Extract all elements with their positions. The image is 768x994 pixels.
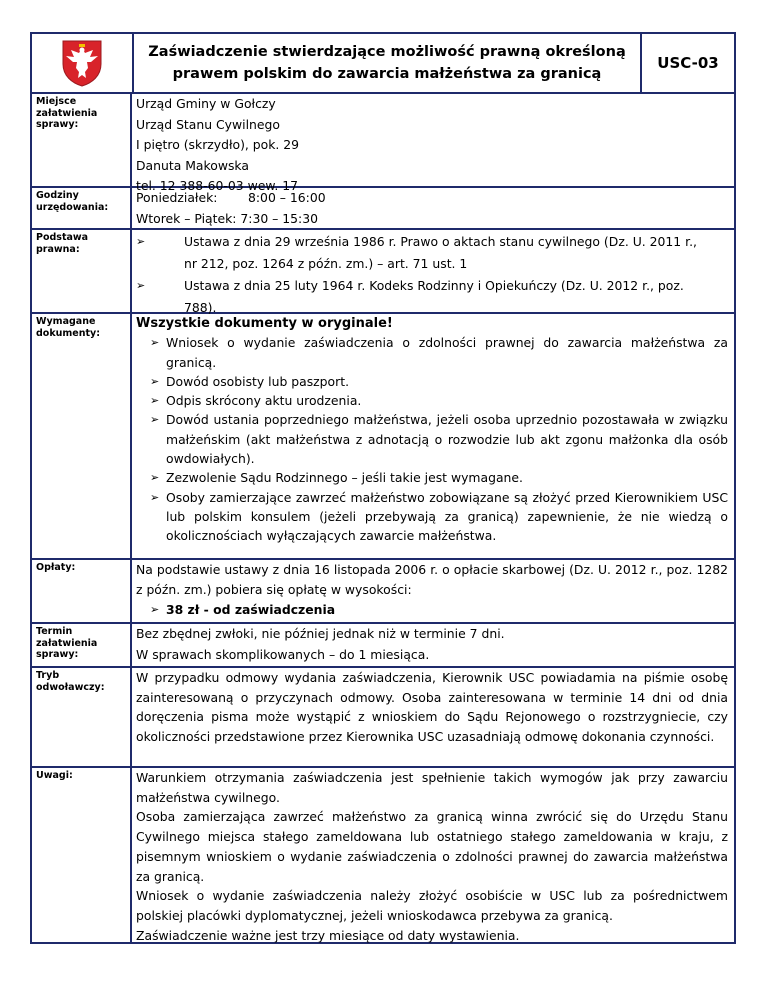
place-line: Danuta Makowska xyxy=(136,157,249,173)
document-item: ➢ Dowód ustania poprzedniego małżeństwa, jeżeli osoba uprzednio pozostawała w związku małżeńskim (akt małżeństwa z adnotacją o rozwodzie lub akt zgonu małżonka dla osób owdowiałych). xyxy=(150,410,728,468)
appeal-text: W przypadku odmowy wydania zaświadczenia, Kierownik USC powiadamia na piśmie osobę zainteresowaną o przyczynach odmowy. Osoba zainteresowana w terminie 14 dni od dnia doręczenia pisma może wystąpić z wnioskiem do Sądu Rejonowego o rozstrzygniecie, czy okoliczności przedstawione przez Kierownika USC uzasadniają odmowę dokonania czynności. xyxy=(136,670,728,744)
fees-content xyxy=(132,560,734,622)
place-row xyxy=(32,94,734,194)
hours-label: Godziny urzędowania: xyxy=(32,188,132,228)
hours-content xyxy=(132,188,734,228)
arrow-bullet-icon: ➢ xyxy=(150,490,160,504)
arrow-bullet-icon: ➢ xyxy=(150,471,160,485)
notes-paragraph: Warunkiem otrzymania zaświadczenia jest spełnienie takich wymogów jak przy zawarciu małżeństwa cywilnego. xyxy=(136,770,728,805)
legal-row xyxy=(32,230,734,314)
legal-item: ➢ Ustawa z dnia 25 luty 1964 r. Kodeks Rodzinny i Opiekuńczy (Dz. U. 2012 r., poz. xyxy=(136,275,728,297)
term-line: Bez zbędnej zwłoki, nie później jednak niż w terminie 7 dni. xyxy=(136,626,505,641)
appeal-row xyxy=(32,668,734,768)
notes-paragraph: Zaświadczenie ważne jest trzy miesiące od daty wystawienia. xyxy=(136,927,520,943)
term-label: Termin załatwienia sprawy: xyxy=(32,624,132,666)
arrow-bullet-icon: ➢ xyxy=(136,279,146,292)
arrow-bullet-icon: ➢ xyxy=(150,394,160,408)
arrow-bullet-icon: ➢ xyxy=(150,374,160,388)
document-title xyxy=(134,34,642,92)
document-header xyxy=(32,34,734,94)
term-content xyxy=(132,624,734,666)
coat-of-arms-eagle-icon xyxy=(60,38,104,88)
fees-amount-item xyxy=(136,600,728,620)
legal-item: ➢ Ustawa z dnia 29 września 1986 r. Prawo o aktach stanu cywilnego (Dz. U. 2011 r., xyxy=(136,231,728,253)
legal-item-cont: 788). xyxy=(184,300,217,315)
place-line: Urząd Stanu Cywilnego xyxy=(136,116,280,132)
arrow-bullet-icon: ➢ xyxy=(150,336,160,350)
term-row xyxy=(32,624,734,668)
arrow-bullet-icon: ➢ xyxy=(150,413,160,427)
fees-amount: 38 zł - od zaświadczenia xyxy=(166,602,336,617)
place-content xyxy=(132,94,734,194)
notes-label: Uwagi: xyxy=(32,768,132,942)
hours-line-1 xyxy=(136,188,728,209)
place-label: Miejsce załatwienia sprawy: xyxy=(32,94,132,186)
documents-content xyxy=(132,314,734,558)
title-line-2: prawem polskim do zawarcia małżeństwa za granicą xyxy=(172,66,602,82)
place-line: tel. 12 388-60-03 wew. 17 xyxy=(136,178,298,194)
arrow-bullet-icon: ➢ xyxy=(150,603,160,616)
notes-row xyxy=(32,768,734,942)
document-item: ➢ Wniosek o wydanie zaświadczenia o zdolności prawnej do zawarcia małżeństwa za granicą. xyxy=(150,333,728,372)
title-line-1: Zaświadczenie stwierdzające możliwość prawną określoną xyxy=(148,44,626,60)
documents-label: Wymagane dokumenty: xyxy=(32,314,132,558)
fees-row xyxy=(32,560,734,624)
document-code: USC-03 xyxy=(657,54,719,72)
appeal-label: Tryb odwoławczy: xyxy=(32,668,132,766)
fees-text: Na podstawie ustawy z dnia 16 listopada 2006 r. o opłacie skarbowej (Dz. U. 2012 r., poz. 1282 z późn. zm.) pobiera się opłatę w wysokości: xyxy=(136,562,728,597)
logo-cell xyxy=(32,34,134,92)
document-item: ➢ Zezwolenie Sądu Rodzinnego – jeśli takie jest wymagane. xyxy=(150,468,728,487)
arrow-bullet-icon: ➢ xyxy=(136,235,146,248)
legal-label: Podstawa prawna: xyxy=(32,230,132,312)
notes-paragraph: Osoba zamierzająca zawrzeć małżeństwo za granicą winna zwrócić się do Urzędu Stanu Cywilnego miejsca stałego zameldowana lub ostatniego stałego zameldowania w kraju, z pisemnym wnioskiem o wydanie zaświadczenia o zdolności prawnej do zawarcia małżeństwa za granicą. xyxy=(136,809,728,884)
notes-content xyxy=(132,768,734,942)
document-item: ➢ Dowód osobisty lub paszport. xyxy=(150,372,728,391)
documents-list xyxy=(136,333,728,545)
place-line: I piętro (skrzydło), pok. 29 xyxy=(136,137,300,153)
notes-paragraph: Wniosek o wydanie zaświadczenia należy złożyć osobiście w USC lub za pośrednictwem polskiej placówki dyplomatycznej, jeżeli wnioskodawca przebywa za granicą. xyxy=(136,888,728,923)
document-item: ➢ Odpis skrócony aktu urodzenia. xyxy=(150,391,728,410)
legal-item-cont: nr 212, poz. 1264 z późn. zm.) – art. 71 ust. 1 xyxy=(184,256,468,271)
fees-label: Opłaty: xyxy=(32,560,132,622)
legal-content xyxy=(132,230,734,315)
place-line: Urząd Gminy w Gołczy xyxy=(136,96,276,111)
document-item: ➢ Osoby zamierzające zawrzeć małżeństwo zobowiązane są złożyć przed Kierownikiem USC lub polskim konsulem (jeżeli przebywają za granicą) zapewnienie, że nie wiedzą o okolicznościach wyłączających zawarcie małżeństwa. xyxy=(150,488,728,546)
term-line: W sprawach skomplikowanych – do 1 miesiąca. xyxy=(136,646,430,662)
hours-row xyxy=(32,188,734,230)
documents-heading: Wszystkie dokumenty w oryginale! xyxy=(136,316,393,331)
document-card xyxy=(30,32,736,944)
documents-row xyxy=(32,314,734,560)
hours-time: 8:00 – 16:00 xyxy=(248,190,326,205)
hours-day: Poniedziałek: xyxy=(136,190,218,205)
hours-line-2: Wtorek – Piątek: 7:30 – 15:30 xyxy=(136,210,318,226)
